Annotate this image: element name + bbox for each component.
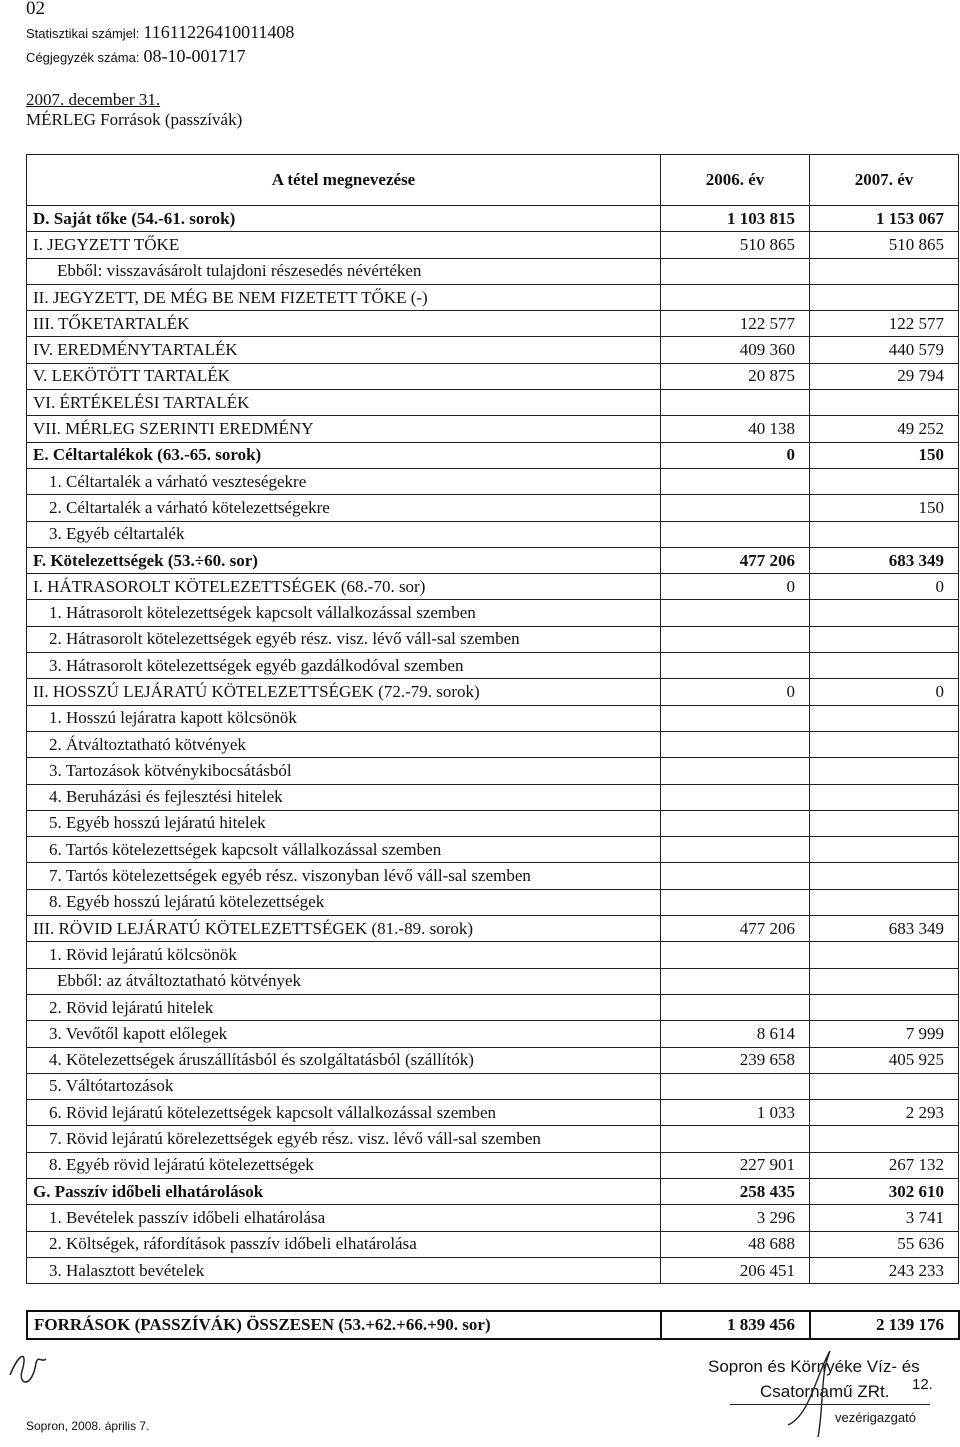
value-2006: [661, 258, 810, 284]
row-label: I. JEGYZETT TŐKE: [27, 232, 661, 258]
table-row: [27, 1073, 959, 1099]
row-label: VI. ÉRTÉKELÉSI TARTALÉK: [27, 390, 661, 416]
row-label: V. LEKÖTÖTT TARTALÉK: [27, 363, 661, 389]
row-label: VII. MÉRLEG SZERINTI EREDMÉNY: [27, 416, 661, 442]
value-2007: [810, 731, 959, 757]
table-row: [27, 442, 959, 468]
value-2007: 2 293: [810, 1100, 959, 1126]
table-row: [27, 810, 959, 836]
value-2006: [661, 284, 810, 310]
value-2006: [661, 837, 810, 863]
row-label: 3. Hátrasorolt kötelezettségek egyéb gazdálkodóval szemben: [27, 653, 661, 679]
value-2006: 0: [661, 679, 810, 705]
value-2006: 477 206: [661, 547, 810, 573]
value-2006: [661, 784, 810, 810]
value-2007: [810, 600, 959, 626]
table-row: [27, 837, 959, 863]
table-row: [27, 521, 959, 547]
report-title: MÉRLEG Források (passzívák): [26, 110, 243, 129]
value-2007: [810, 1073, 959, 1099]
value-2006: 40 138: [661, 416, 810, 442]
value-2006: 1 103 815: [661, 206, 810, 232]
value-2006: [661, 942, 810, 968]
col-header-2006: 2006. év: [661, 155, 810, 206]
stat-value: 11611226410011408: [143, 22, 295, 42]
table-row: [27, 994, 959, 1020]
value-2007: 267 132: [810, 1152, 959, 1178]
value-2006: [661, 390, 810, 416]
cegj-label: Cégjegyzék száma:: [26, 50, 140, 65]
stamp-role: vezérigazgató: [835, 1410, 916, 1425]
table-row: [27, 1100, 959, 1126]
table-row: [27, 232, 959, 258]
value-2006: 206 451: [661, 1257, 810, 1283]
table-row: [27, 1257, 959, 1283]
table-row: [27, 942, 959, 968]
table-row: [27, 1126, 959, 1152]
value-2007: 7 999: [810, 1021, 959, 1047]
table-row: [27, 547, 959, 573]
balance-table-body: [27, 155, 959, 1284]
value-2007: 55 636: [810, 1231, 959, 1257]
value-2006: [661, 521, 810, 547]
value-2006: [661, 705, 810, 731]
col-header-2007: 2007. év: [810, 155, 959, 206]
table-row: [27, 916, 959, 942]
row-label: 2. Költségek, ráfordítások passzív időbeli elhatárolása: [27, 1231, 661, 1257]
value-2006: 8 614: [661, 1021, 810, 1047]
value-2006: [661, 626, 810, 652]
value-2006: 20 875: [661, 363, 810, 389]
value-2007: [810, 1126, 959, 1152]
row-label: Ebből: visszavásárolt tulajdoni részesedés névértéken: [27, 258, 661, 284]
row-label: Ebből: az átváltoztatható kötvények: [27, 968, 661, 994]
table-row: [27, 758, 959, 784]
value-2007: [810, 653, 959, 679]
total-row: [27, 1311, 959, 1339]
value-2006: [661, 495, 810, 521]
stat-number-line: [26, 22, 294, 43]
row-label: I. HÁTRASOROLT KÖTELEZETTSÉGEK (68.-70. sor): [27, 574, 661, 600]
row-label: 1. Bevételek passzív időbeli elhatárolása: [27, 1205, 661, 1231]
row-label: 5. Váltótartozások: [27, 1073, 661, 1099]
value-2007: 683 349: [810, 916, 959, 942]
table-row: [27, 1047, 959, 1073]
value-2006: [661, 468, 810, 494]
report-date: 2007. december 31.: [26, 90, 161, 109]
row-label: 2. Rövid lejáratú hitelek: [27, 994, 661, 1020]
col-header-label: A tétel megnevezése: [27, 155, 661, 206]
table-row: [27, 1152, 959, 1178]
value-2006: [661, 600, 810, 626]
stamp-line-2: Csatornamű ZRt.: [760, 1382, 890, 1401]
value-2007: [810, 942, 959, 968]
value-2007: [810, 521, 959, 547]
value-2006: [661, 1073, 810, 1099]
row-label: II. HOSSZÚ LEJÁRATÚ KÖTELEZETTSÉGEK (72.-79. sorok): [27, 679, 661, 705]
value-2007: [810, 705, 959, 731]
value-2006: [661, 889, 810, 915]
value-2006: 227 901: [661, 1152, 810, 1178]
table-header-row: [27, 155, 959, 206]
row-label: D. Saját tőke (54.-61. sorok): [27, 206, 661, 232]
value-2007: [810, 626, 959, 652]
director-signature: [780, 1345, 860, 1440]
value-2006: 0: [661, 574, 810, 600]
row-label: E. Céltartalékok (63.-65. sorok): [27, 442, 661, 468]
table-row: [27, 1021, 959, 1047]
value-2006: [661, 758, 810, 784]
value-2007: [810, 390, 959, 416]
value-2007: 49 252: [810, 416, 959, 442]
table-row: [27, 889, 959, 915]
row-label: 2. Hátrasorolt kötelezettségek egyéb rész. visz. lévő váll-sal szemben: [27, 626, 661, 652]
table-row: [27, 1231, 959, 1257]
value-2007: 243 233: [810, 1257, 959, 1283]
table-row: [27, 731, 959, 757]
row-label: III. RÖVID LEJÁRATÚ KÖTELEZETTSÉGEK (81.-89. sorok): [27, 916, 661, 942]
table-row: [27, 1205, 959, 1231]
cegj-value: 08-10-001717: [143, 46, 246, 66]
table-row: [27, 206, 959, 232]
value-2007: [810, 258, 959, 284]
value-2006: [661, 731, 810, 757]
value-2007: [810, 284, 959, 310]
value-2007: 0: [810, 679, 959, 705]
value-2007: 302 610: [810, 1178, 959, 1204]
row-label: III. TŐKETARTALÉK: [27, 311, 661, 337]
row-label: 2. Céltartalék a várható kötelezettségekre: [27, 495, 661, 521]
table-row: [27, 626, 959, 652]
table-row: [27, 784, 959, 810]
value-2007: 150: [810, 495, 959, 521]
table-row: [27, 311, 959, 337]
row-label: 3. Egyéb céltartalék: [27, 521, 661, 547]
signature-mark: [6, 1345, 50, 1400]
table-row: [27, 390, 959, 416]
total-table: [26, 1310, 960, 1340]
value-2006: [661, 863, 810, 889]
table-row: [27, 337, 959, 363]
row-label: 3. Halasztott bevételek: [27, 1257, 661, 1283]
row-label: 8. Egyéb rövid lejáratú kötelezettségek: [27, 1152, 661, 1178]
stat-label: Statisztikai számjel:: [26, 26, 140, 41]
row-label: 1. Rövid lejáratú kölcsönök: [27, 942, 661, 968]
value-2007: [810, 994, 959, 1020]
value-2006: 477 206: [661, 916, 810, 942]
row-label: 4. Kötelezettségek áruszállításból és szolgáltatásból (szállítók): [27, 1047, 661, 1073]
page-number: 02: [26, 0, 45, 19]
value-2007: [810, 863, 959, 889]
value-2007: [810, 837, 959, 863]
row-label: G. Passzív időbeli elhatárolások: [27, 1178, 661, 1204]
total-2007: 2 139 176: [810, 1311, 959, 1339]
total-label: FORRÁSOK (PASSZÍVÁK) ÖSSZESEN (53.+62.+66.+90. sor): [27, 1311, 661, 1339]
value-2006: [661, 810, 810, 836]
table-row: [27, 600, 959, 626]
table-row: [27, 653, 959, 679]
value-2007: 440 579: [810, 337, 959, 363]
value-2007: 150: [810, 442, 959, 468]
row-label: 7. Rövid lejáratú körelezettségek egyéb rész. visz. lévő váll-sal szemben: [27, 1126, 661, 1152]
table-row: [27, 363, 959, 389]
value-2007: [810, 758, 959, 784]
row-label: 1. Hátrasorolt kötelezettségek kapcsolt vállalkozással szemben: [27, 600, 661, 626]
table-row: [27, 495, 959, 521]
value-2007: 1 153 067: [810, 206, 959, 232]
stamp-number: 12.: [912, 1376, 933, 1393]
table-row: [27, 574, 959, 600]
value-2006: 1 033: [661, 1100, 810, 1126]
value-2006: 48 688: [661, 1231, 810, 1257]
value-2007: 29 794: [810, 363, 959, 389]
stamp-line-1: Sopron és Környéke Víz- és: [708, 1357, 920, 1376]
signature-scribble: [6, 1345, 50, 1395]
row-label: 1. Céltartalék a várható veszteségekre: [27, 468, 661, 494]
value-2006: 122 577: [661, 311, 810, 337]
table-row: [27, 679, 959, 705]
value-2006: [661, 994, 810, 1020]
row-label: 3. Tartozások kötvénykibocsátásból: [27, 758, 661, 784]
value-2007: [810, 968, 959, 994]
value-2006: 3 296: [661, 1205, 810, 1231]
value-2007: 510 865: [810, 232, 959, 258]
value-2007: [810, 468, 959, 494]
row-label: 8. Egyéb hosszú lejáratú kötelezettségek: [27, 889, 661, 915]
value-2007: 683 349: [810, 547, 959, 573]
value-2007: [810, 810, 959, 836]
footer-date: Sopron, 2008. április 7.: [26, 1419, 150, 1433]
total-2006: 1 839 456: [661, 1311, 810, 1339]
value-2006: 0: [661, 442, 810, 468]
row-label: 7. Tartós kötelezettségek egyéb rész. viszonyban lévő váll-sal szemben: [27, 863, 661, 889]
balance-table: [26, 154, 959, 1284]
row-label: 4. Beruházási és fejlesztési hitelek: [27, 784, 661, 810]
value-2006: 258 435: [661, 1178, 810, 1204]
table-row: [27, 258, 959, 284]
value-2006: [661, 1126, 810, 1152]
value-2006: 409 360: [661, 337, 810, 363]
value-2007: [810, 889, 959, 915]
row-label: IV. EREDMÉNYTARTALÉK: [27, 337, 661, 363]
value-2007: 405 925: [810, 1047, 959, 1073]
row-label: II. JEGYZETT, DE MÉG BE NEM FIZETETT TŐKE (-): [27, 284, 661, 310]
value-2007: [810, 784, 959, 810]
value-2006: [661, 968, 810, 994]
table-row: [27, 468, 959, 494]
table-row: [27, 968, 959, 994]
row-label: 3. Vevőtől kapott előlegek: [27, 1021, 661, 1047]
table-row: [27, 863, 959, 889]
row-label: 6. Tartós kötelezettségek kapcsolt vállalkozással szemben: [27, 837, 661, 863]
table-row: [27, 416, 959, 442]
table-row: [27, 1178, 959, 1204]
row-label: 1. Hosszú lejáratra kapott kölcsönök: [27, 705, 661, 731]
row-label: 2. Átváltoztatható kötvények: [27, 731, 661, 757]
value-2006: [661, 653, 810, 679]
table-row: [27, 284, 959, 310]
row-label: F. Kötelezettségek (53.÷60. sor): [27, 547, 661, 573]
row-label: 6. Rövid lejáratú kötelezettségek kapcsolt vállalkozással szemben: [27, 1100, 661, 1126]
value-2006: 239 658: [661, 1047, 810, 1073]
table-row: [27, 705, 959, 731]
row-label: 5. Egyéb hosszú lejáratú hitelek: [27, 810, 661, 836]
value-2007: 122 577: [810, 311, 959, 337]
value-2007: 0: [810, 574, 959, 600]
company-reg-line: [26, 46, 245, 67]
value-2007: 3 741: [810, 1205, 959, 1231]
value-2006: 510 865: [661, 232, 810, 258]
